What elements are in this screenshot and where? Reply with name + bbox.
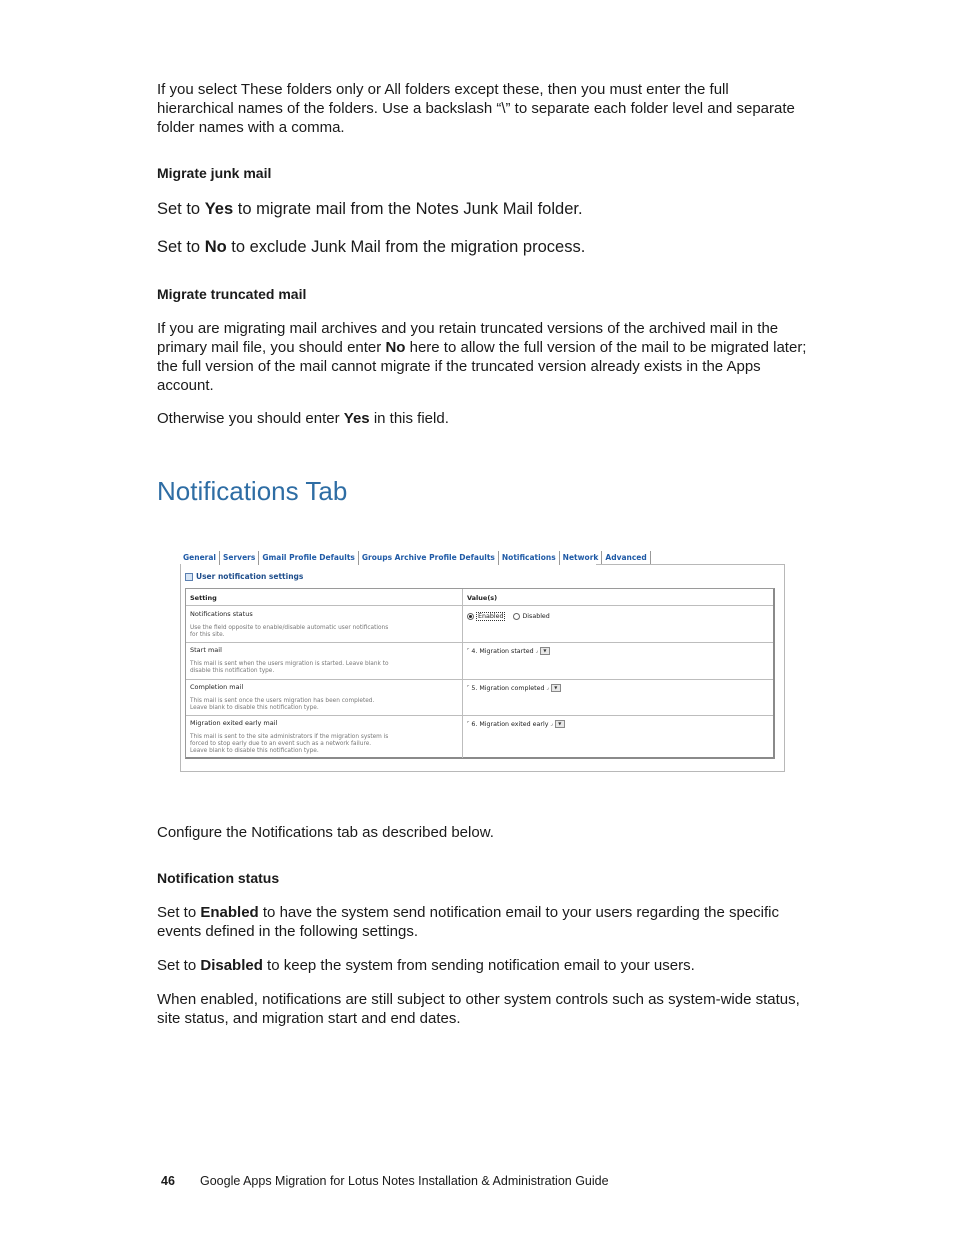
migration-exited-early-select[interactable] — [467, 720, 565, 728]
tab-groups-archive-profile-defaults[interactable]: Groups Archive Profile Defaults — [359, 551, 499, 565]
table-header-row — [186, 589, 773, 606]
tab-network[interactable]: Network — [560, 551, 603, 565]
dropdown-arrow-icon[interactable]: ▼ — [555, 720, 565, 728]
table-row — [186, 643, 773, 680]
junk-no-paragraph: Set to No to exclude Junk Mail from the migration process. — [157, 238, 586, 256]
truncated-paragraph-2: Otherwise you should enter Yes in this field. — [157, 410, 449, 427]
notifications-tab-screenshot — [180, 551, 784, 772]
section-title-label: User notification settings — [196, 572, 304, 581]
enabled-radio-label[interactable]: Enabled — [478, 613, 504, 620]
tab-general[interactable]: General — [180, 551, 220, 565]
completion-mail-select[interactable] — [467, 684, 561, 692]
migration-exited-early-label: Migration exited early mail — [190, 719, 278, 727]
intro-paragraph: If you select These folders only or All folders except these, then you must enter the full hierarchical names of the folders. Use a backslash “\” to separate each folder level and separate folder names with a comma. — [157, 81, 795, 136]
tab-bar — [180, 551, 651, 565]
completion-mail-desc: This mail is sent once the users migration has been completed. Leave blank to disable this notification type. — [190, 698, 375, 711]
table-row — [186, 716, 773, 758]
configure-paragraph: Configure the Notifications tab as described below. — [157, 824, 494, 841]
collapse-icon[interactable] — [185, 573, 193, 581]
footer-title: Google Apps Migration for Lotus Notes Installation & Administration Guide — [200, 1174, 609, 1188]
enabled-radio[interactable] — [467, 613, 474, 620]
notifications-tab-heading: Notifications Tab — [157, 476, 348, 506]
field-bracket-end-icon: ⌟ — [535, 648, 538, 654]
field-bracket-icon: ⌜ — [467, 648, 470, 654]
truncated-paragraph-1: If you are migrating mail archives and you retain truncated versions of the archived mail in the primary mail file, you should enter No here to allow the full version of the mail to be migrated later; the full version of the mail cannot migrate if the truncated version already exists in the Apps account. — [157, 320, 807, 394]
values-column-header: Value(s) — [467, 594, 498, 602]
tab-gmail-profile-defaults[interactable]: Gmail Profile Defaults — [259, 551, 359, 565]
tab-servers[interactable]: Servers — [220, 551, 259, 565]
field-bracket-icon: ⌜ — [467, 685, 470, 691]
migrate-truncated-mail-heading: Migrate truncated mail — [157, 286, 307, 302]
page-number: 46 — [161, 1174, 175, 1188]
dropdown-arrow-icon[interactable]: ▼ — [551, 684, 561, 692]
notification-status-paragraph-1: Set to Enabled to have the system send notification email to your users regarding the specific events defined in the following settings. — [157, 904, 779, 940]
migration-exited-early-desc: This mail is sent to the site administrators if the migration system is forced to stop early due to an event such as a network failure. Leave blank to disable this notification type. — [190, 734, 389, 754]
disabled-radio-label[interactable]: Disabled — [522, 613, 550, 620]
start-mail-select[interactable] — [467, 647, 550, 655]
notification-status-heading: Notification status — [157, 870, 280, 886]
notification-status-paragraph-2: Set to Disabled to keep the system from sending notification email to your users. — [157, 957, 695, 974]
notifications-status-desc: Use the field opposite to enable/disable automatic user notifications for this site. — [190, 625, 389, 638]
notifications-status-label: Notifications status — [190, 610, 253, 618]
migrate-junk-mail-heading: Migrate junk mail — [157, 165, 272, 181]
field-bracket-end-icon: ⌟ — [546, 685, 549, 691]
tab-notifications[interactable]: Notifications — [499, 551, 560, 565]
setting-column-header: Setting — [190, 594, 217, 602]
field-bracket-end-icon: ⌟ — [550, 721, 553, 727]
field-bracket-icon: ⌜ — [467, 721, 470, 727]
migration-exited-early-value: 6. Migration exited early — [471, 720, 549, 728]
disabled-radio[interactable] — [513, 613, 520, 620]
completion-mail-value: 5. Migration completed — [471, 684, 545, 692]
start-mail-desc: This mail is sent when the users migration is started. Leave blank to disable this notification type. — [190, 661, 389, 674]
notification-status-paragraph-3: When enabled, notifications are still subject to other system controls such as system-wide status, site status, and migration start and end dates. — [157, 991, 800, 1027]
table-row — [186, 606, 773, 643]
settings-table — [185, 588, 775, 759]
start-mail-value: 4. Migration started — [471, 647, 534, 655]
table-row — [186, 680, 773, 716]
completion-mail-label: Completion mail — [190, 683, 244, 691]
dropdown-arrow-icon[interactable]: ▼ — [540, 647, 550, 655]
start-mail-label: Start mail — [190, 646, 222, 654]
tab-advanced[interactable]: Advanced — [602, 551, 650, 565]
junk-yes-paragraph: Set to Yes to migrate mail from the Notes Junk Mail folder. — [157, 200, 583, 218]
user-notification-settings-title[interactable] — [185, 572, 303, 581]
